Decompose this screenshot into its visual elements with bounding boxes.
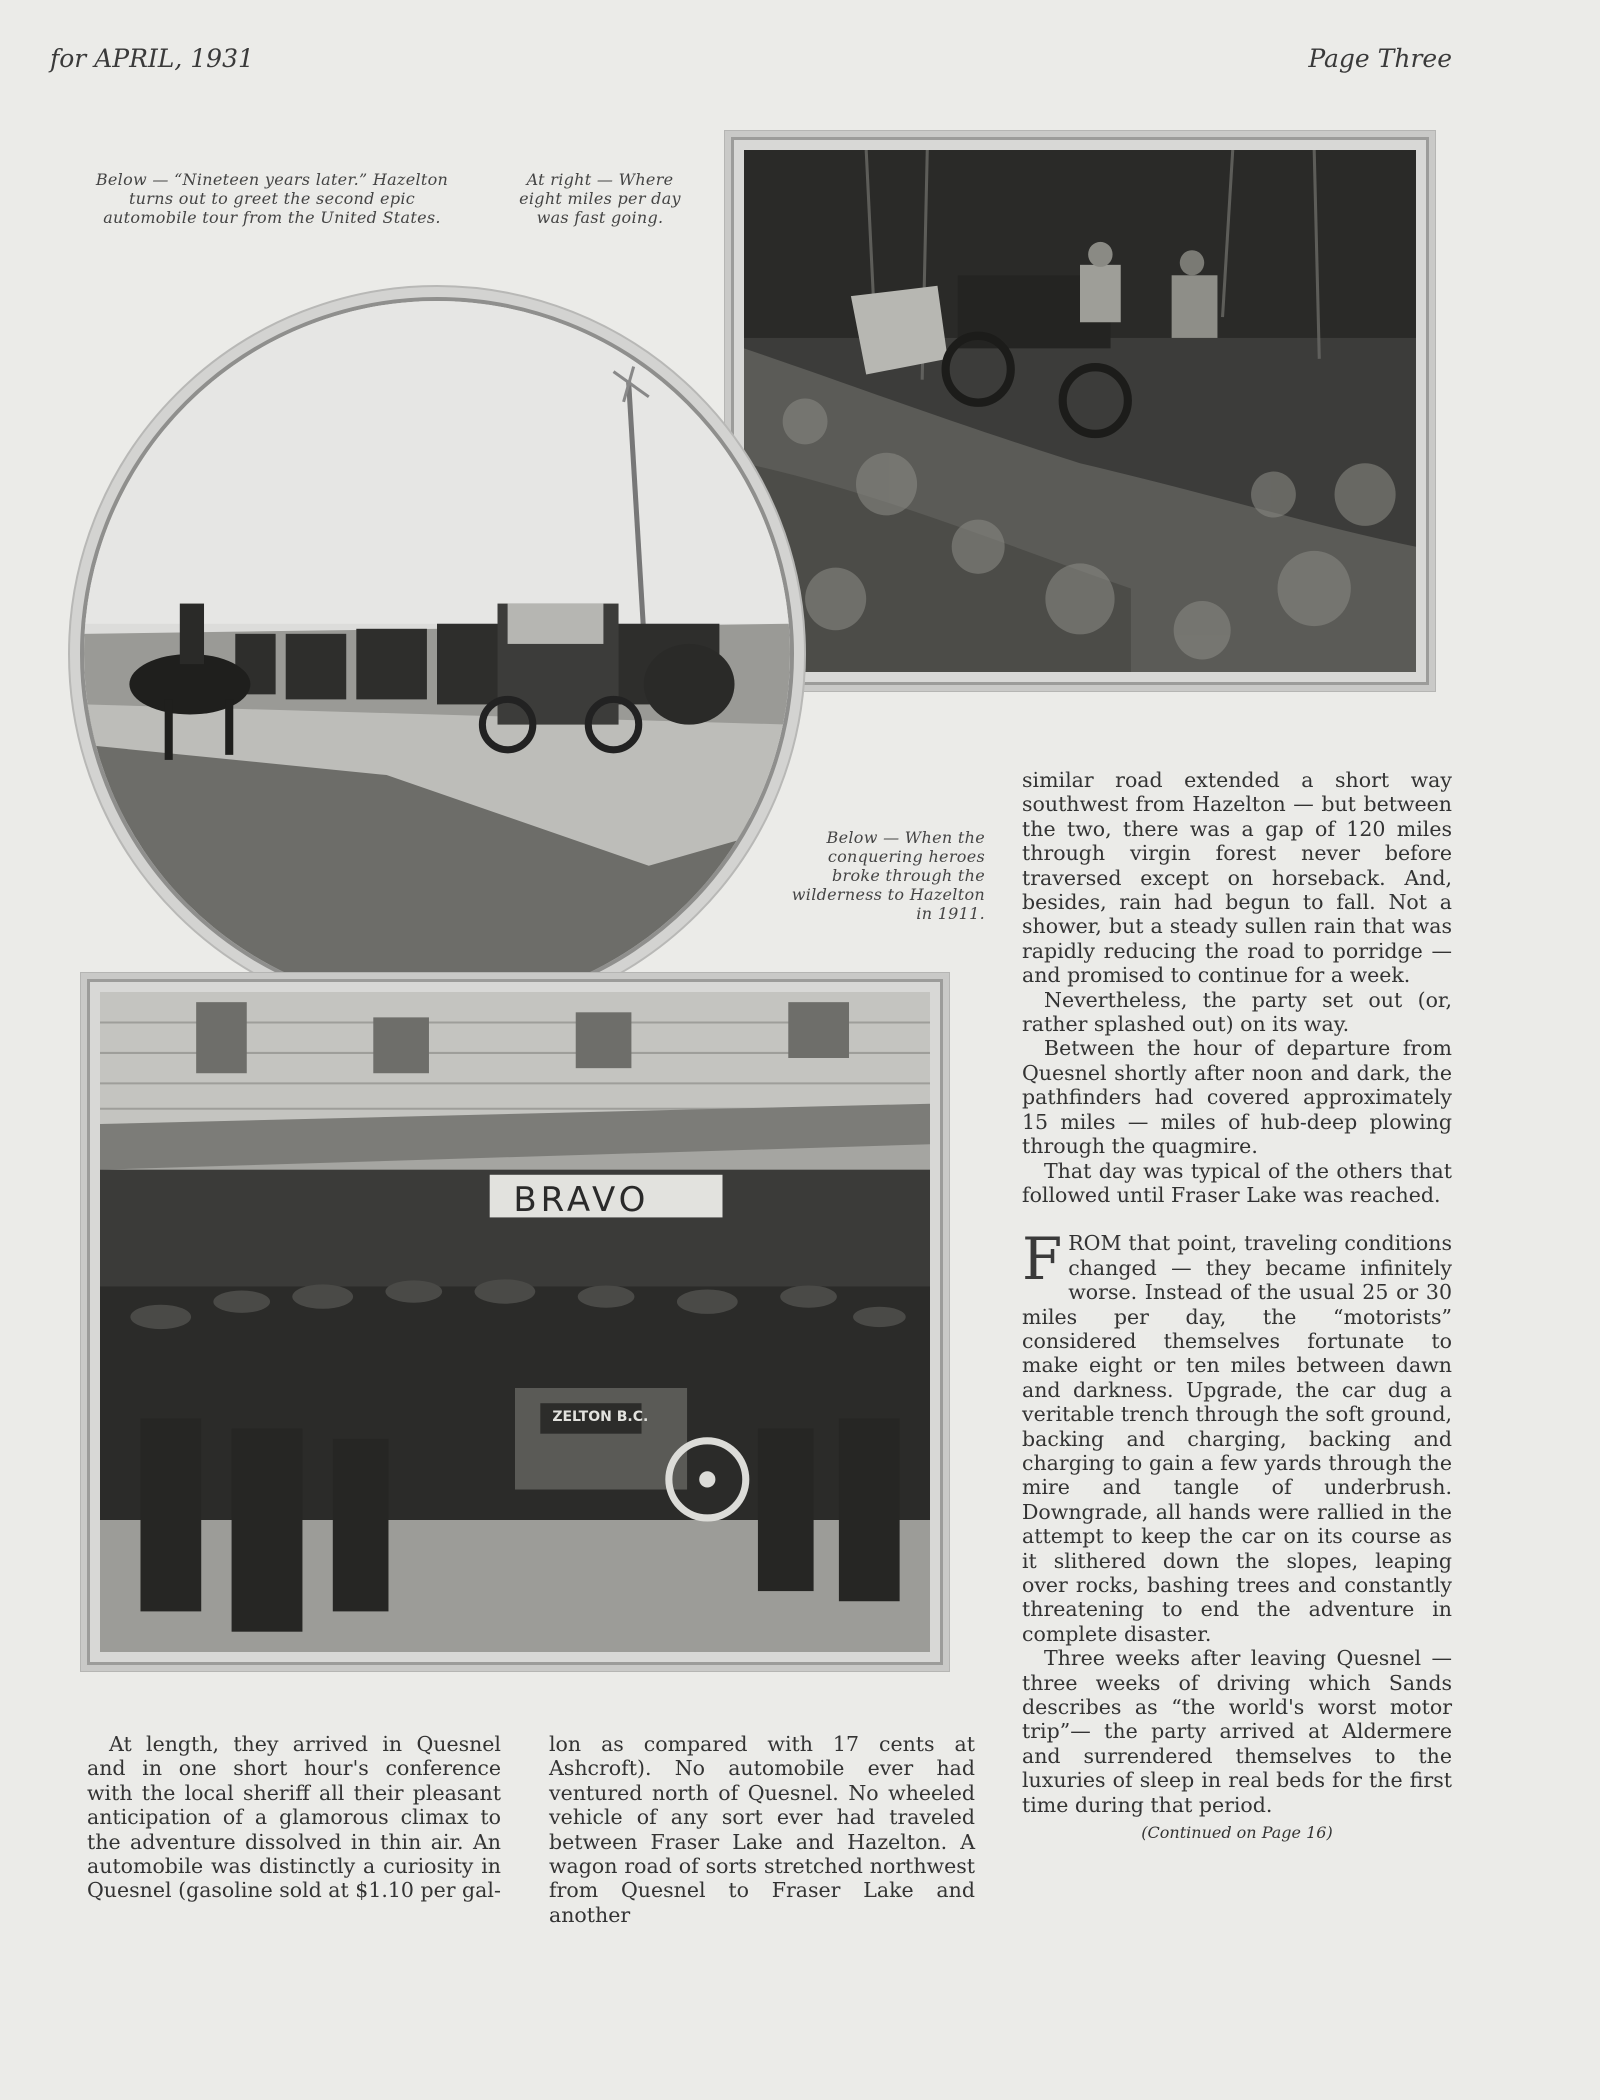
continued-note: (Continued on Page 16) — [1141, 1823, 1333, 1843]
photo-bravo-crowd — [80, 972, 950, 1672]
small-caps-lead: ROM — [1068, 1231, 1122, 1256]
caption-at-right: At right — Where eight miles per day was fast going. — [519, 170, 681, 227]
bravo-sign: BRAVO — [513, 1180, 650, 1221]
caption-below-hazelton: Below — “Nineteen years later.” Hazelton turns out to greet the second epic automobile tour from the United States. — [95, 170, 449, 227]
photo-forest-car — [724, 130, 1436, 692]
right-paragraph-2: Nevertheless, the party set out (or, rather splashed out) on its way. — [1022, 987, 1452, 1037]
car-plate-text: ZELTON B.C. — [552, 1409, 649, 1426]
hazelton-greeting-image — [84, 301, 790, 1007]
text-column-right — [1022, 768, 1452, 1845]
forest-car-image — [744, 150, 1416, 672]
left-paragraph-1: At length, they arrived in Quesnel and in one short hour's conference with the local sheriff all their pleasant anticipation of a glamorous climax to the adventure dissolved in thin air. An automobile was distinctly a curiosity in Quesnel (gasoline sold at $1.10 per gal- — [87, 1732, 501, 1903]
right-paragraph-5 — [1022, 1225, 1452, 1646]
page-header-date: for APRIL, 1931 — [50, 44, 254, 73]
caption-below-conquering: Below — When the conquering heroes broke through the wilderness to Hazelton in 1911. — [791, 828, 985, 923]
right-paragraph-5-text: that point, traveling conditions changed — they became infinitely worse. Instead of the usual 25 or 30 miles per day, the “motorists” considered themselves fortunate to make eight or ten miles between dawn and darkness. Upgrade, the car dug a veritable trench through the soft ground, backing and charging, backing and charging to gain a few yards through the mire and tangle of underbrush. Downgrade, all hands were rallied in the attempt to keep the car on its course as it slithered down the slopes, leaping over rocks, bashing trees and constantly threatening to end the adventure in complete disaster. — [1022, 1231, 1452, 1646]
drop-cap: F — [1022, 1225, 1063, 1294]
middle-paragraph-1: lon as compared with 17 cents at Ashcroft). No automobile ever had ventured north of Quesnel. No wheeled vehicle of any sort ever had traveled between Fraser Lake and Hazelton. A wagon road of sorts stretched northwest from Quesnel to Fraser Lake and another — [549, 1732, 975, 1927]
photo-hazelton-greeting — [68, 285, 806, 1023]
right-paragraph-1: similar road extended a short way southwest from Hazelton — but between the two, there was a gap of 120 miles through virgin forest never before traversed except on horseback. And, besides, rain had begun to fall. Not a shower, but a steady sullen rain that was rapidly reducing the road to porridge — and promised to continue for a week. — [1022, 768, 1452, 988]
right-paragraph-4: That day was typical of the others that followed until Fraser Lake was reached. — [1022, 1158, 1452, 1207]
right-paragraph-3: Between the hour of departure from Quesnel shortly after noon and dark, the pathfinders had covered approximately 15 miles — miles of hub-deep plowing through the quagmire. — [1022, 1036, 1452, 1159]
right-paragraph-6: Three weeks after leaving Quesnel — three weeks of driving which Sands describes as “the world's worst motor trip”— the party arrived at Aldermere and surrendered themselves to the luxuries of sleep in real beds for the first time during that period. — [1022, 1646, 1452, 1817]
page-number: Page Three — [1308, 44, 1452, 73]
text-column-left — [87, 1732, 501, 1903]
text-column-middle — [549, 1732, 975, 1927]
bravo-crowd-image — [100, 992, 930, 1652]
